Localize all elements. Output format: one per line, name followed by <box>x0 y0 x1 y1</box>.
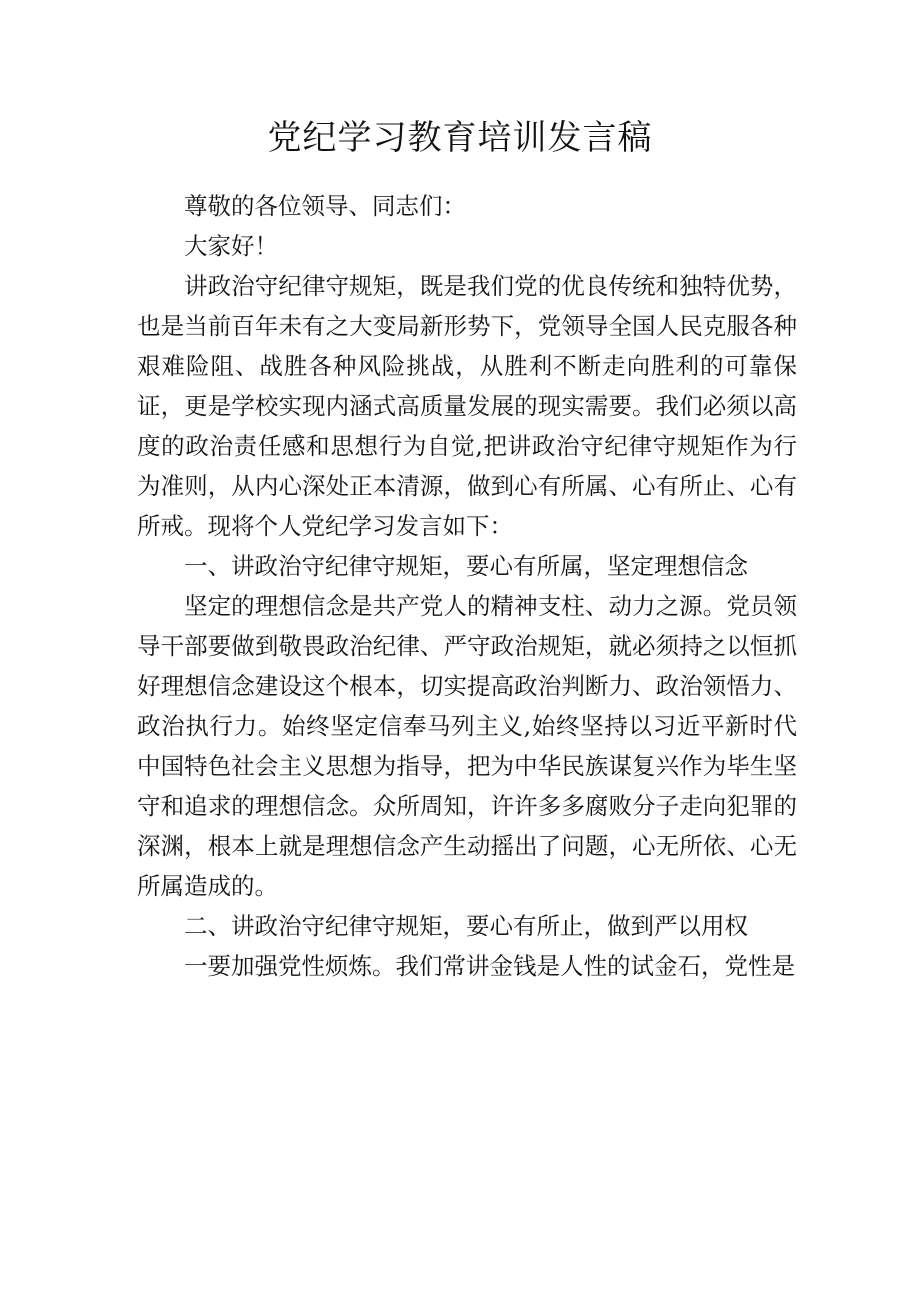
greeting: 大家好！ <box>184 232 278 260</box>
salutation: 尊敬的各位领导、同志们： <box>184 192 466 220</box>
intro-paragraph: 讲政治守纪律守规矩，既是我们党的优良传统和独特优势，也是当前百年未有之大变局新形势下，党领导全国人民克服各种艰难险阻、战胜各种风险挑战，从胜利不断走向胜利的可靠保证，更是学校实现内涵式高质量发展的现实需要。我们必须以高度的政治责任感和思想行为自觉,把讲政治守纪律守规矩作为行为准则，从内心深处正本清源，做到心有所属、心有所止、心有所戒。现将个人党纪学习发言如下： <box>137 272 797 540</box>
section-heading-2: 二、讲政治守纪律守规矩，要心有所止，做到严以用权 <box>184 912 748 940</box>
section-1-paragraph: 坚定的理想信念是共产党人的精神支柱、动力之源。党员领导干部要做到敬畏政治纪律、严守政治规矩，就必须持之以恒抓好理想信念建设这个根本，切实提高政治判断力、政治领悟力、政治执行力。始终坚定信奉马列主义,始终坚持以习近平新时代中国特色社会主义思想为指导，把为中华民族谋复兴作为毕生坚守和追求的理想信念。众所周知，许许多多腐败分子走向犯罪的深渊，根本上就是理想信念产生动摇出了问题，心无所依、心无所属造成的。 <box>137 592 797 900</box>
section-2-paragraph: 一要加强党性烦炼。我们常讲金钱是人性的试金石，党性是 <box>184 952 795 980</box>
section-heading-1: 一、讲政治守纪律守规矩，要心有所属，坚定理想信念 <box>184 552 748 580</box>
document-title: 党纪学习教育培训发言稿 <box>267 118 653 158</box>
document-body <box>137 186 797 986</box>
